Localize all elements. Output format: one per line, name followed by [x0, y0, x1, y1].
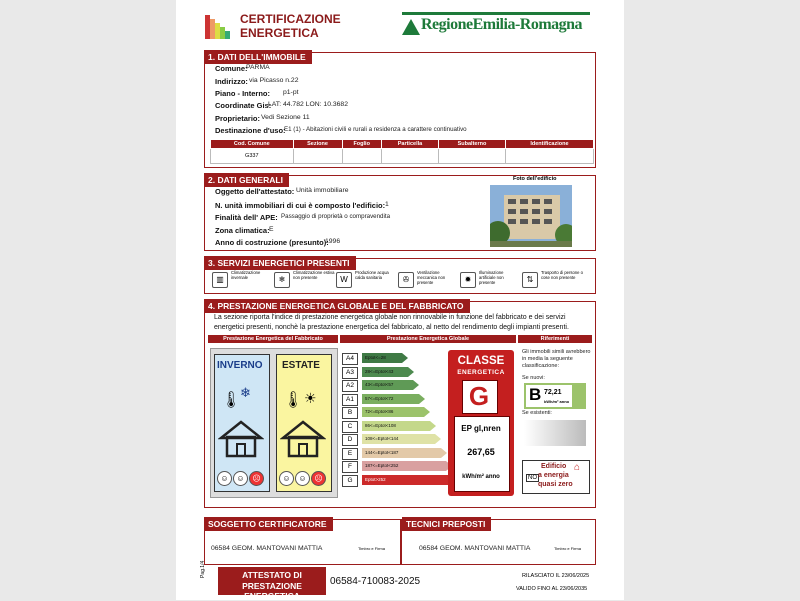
class-label: A2	[342, 380, 358, 392]
riferimenti-text: Gli immobili simili avrebbero in media la seguente classificazione:	[522, 349, 591, 369]
snowflake-icon: ❄	[240, 385, 251, 400]
footer-valido: VALIDO FINO AL 23/06/2035	[516, 586, 588, 592]
nzeb-line3: quasi zero	[538, 481, 573, 488]
class-label: A4	[342, 353, 358, 365]
anno-label: Anno di costruzione (presunto):	[215, 238, 329, 247]
coord-value: LAT: 44.782 LON: 10.3682	[268, 101, 348, 108]
oggetto-label: Oggetto dell'attestato:	[215, 187, 295, 196]
class-bar: 187<=Eptot<252	[362, 461, 446, 471]
tecnici-heading: TECNICI PREPOSTI	[402, 517, 491, 531]
cert-title-line1: CERTIFICAZIONE	[240, 12, 341, 26]
class-label: E	[342, 448, 358, 460]
cad-header-cell: Subalterno	[439, 140, 506, 149]
class-bar: 28<=Eptot<43	[362, 367, 408, 377]
n-unita-label: N. unità immobiliari di cui è composto l'edificio:	[215, 201, 386, 210]
page-number: Pag.1/4	[200, 560, 206, 578]
zona-label: Zona climatica:	[215, 226, 270, 235]
service-label: Climatizzazione invernale	[231, 270, 261, 280]
class-label: F	[342, 461, 358, 473]
hot-water-icon: W	[336, 272, 352, 288]
transport-icon: ⇅	[522, 272, 538, 288]
radiator-icon: ▥	[212, 272, 228, 288]
energy-logo	[205, 13, 233, 41]
n-unita-value: 1	[385, 201, 389, 208]
cadastral-table	[210, 139, 594, 164]
ep-unit: kWh/m² anno	[462, 474, 500, 480]
class-bar: Eptot>252	[362, 475, 452, 485]
estate-smile-good-icon: ☺	[279, 471, 294, 486]
finalita-label: Finalità dell' APE:	[215, 213, 278, 222]
section-4-heading: 4. PRESTAZIONE ENERGETICA GLOBALE E DEL FABBRICATO	[204, 299, 470, 313]
col-riferimenti-header: Riferimenti	[518, 335, 592, 343]
certificatore-heading: SOGGETTO CERTIFICATORE	[204, 517, 333, 531]
proprietario-label: Proprietario:	[215, 114, 261, 123]
lighting-icon: ✹	[460, 272, 476, 288]
service-label: Trasporto di persone o cose non presente	[541, 270, 583, 280]
class-bar: 57<=Eptot<72	[362, 394, 419, 404]
certificate-page	[176, 0, 624, 600]
class-bar: 144<=Eptot<187	[362, 448, 441, 458]
estate-label: ESTATE	[282, 360, 320, 371]
sun-icon: ☀	[304, 390, 317, 406]
esistenti-box	[524, 420, 586, 446]
cad-value-cell: G337	[211, 149, 294, 164]
anno-value: 1996	[325, 238, 341, 245]
footer-rilasciato: RILASCIATO IL 23/06/2025	[522, 573, 590, 579]
ventilation-icon: ✇	[398, 272, 414, 288]
footer-attestato-line2: PRESTAZIONE ENERGETICA	[242, 581, 302, 601]
region-emblem-icon	[402, 17, 420, 35]
footer-attestato-line1: ATTESTATO DI	[242, 570, 302, 580]
oggetto-value: Unità immobiliare	[296, 187, 349, 194]
nuovi-value: 72,21	[544, 389, 562, 396]
nzeb-no: NO	[528, 475, 537, 481]
services-row	[212, 270, 592, 292]
region-name: RegioneEmilia-Romagna	[421, 16, 583, 33]
comune-value: PARMA	[246, 64, 270, 71]
air-conditioner-icon: ❄	[274, 272, 290, 288]
classe-value: G	[468, 381, 490, 411]
piano-label: Piano - Interno:	[215, 89, 270, 98]
indirizzo-label: Indirizzo:	[215, 77, 248, 86]
estate-smile-mid-icon: ☺	[295, 471, 310, 486]
cad-header-cell: Foglio	[342, 140, 381, 149]
cad-value-cell	[342, 149, 381, 164]
energy-class-scale	[342, 353, 446, 493]
service-label: Ventilazione meccanica non presente	[417, 270, 446, 285]
inverno-smile-bad-icon: ☹	[249, 471, 264, 486]
classe-subtitle: ENERGETICA	[457, 369, 505, 376]
cad-header-cell: Sezione	[293, 140, 342, 149]
class-label: A1	[342, 394, 358, 406]
tecnici-name: 06584 GEOM. MANTOVANI MATTIA	[419, 545, 531, 552]
region-logo	[402, 12, 590, 38]
cad-header-cell: Particella	[381, 140, 438, 149]
cad-value-cell	[381, 149, 438, 164]
inverno-smile-good-icon: ☺	[217, 471, 232, 486]
footer-code: 06584-710083-2025	[330, 576, 421, 587]
classe-title: CLASSE	[457, 355, 505, 367]
nzeb-line2: a energia	[538, 472, 569, 479]
destinazione-label: Destinazione d'uso:	[215, 126, 286, 135]
certificatore-timbro: Timbro e Firma	[358, 546, 385, 551]
service-label: Illuminazione artificiale non presente	[479, 270, 504, 285]
tecnici-timbro: Timbro e Firma	[554, 546, 581, 551]
nzeb-line1: Edificio	[541, 463, 567, 470]
nuovi-unit: kWh/m² anno	[544, 399, 570, 404]
cad-value-cell	[505, 149, 593, 164]
service-label: Produzione acqua calda sanitaria	[355, 270, 389, 280]
ep-label: EP gl,nren	[461, 424, 501, 433]
class-label: C	[342, 421, 358, 433]
zona-value: E	[269, 226, 274, 233]
thermometer-cold-icon: 🌡	[221, 392, 242, 409]
class-bar: 108<=Eptot<144	[362, 434, 435, 444]
class-bar: 43<=Eptot<57	[362, 380, 413, 390]
class-label: B	[342, 407, 358, 419]
col-fabbricato-header: Prestazione Energetica del Fabbricato	[208, 335, 338, 343]
section-4-intro: La sezione riporta l'indice di prestazione energetica globale non rinnovabile in funzione del fabbricato e dei servizi energetici presenti, nonchè la prestazione energetica del fabbricato, al netto del rendimento degli impianti presenti.	[214, 314, 569, 331]
section-3-heading: 3. SERVIZI ENERGETICI PRESENTI	[204, 256, 356, 270]
destinazione-value: E1 (1) - Abitazioni civili e rurali a residenza a carattere continuativo	[284, 126, 467, 133]
class-label: G	[342, 475, 358, 487]
finalita-value: Passaggio di proprietà o compravendita	[281, 213, 391, 220]
indirizzo-value: via Picasso n.22	[249, 77, 299, 84]
cad-header-cell: Cod. Comune	[211, 140, 294, 149]
certificatore-name: 06584 GEOM. MANTOVANI MATTIA	[211, 545, 323, 552]
cad-value-cell	[293, 149, 342, 164]
proprietario-value: Vedi Sezione 11	[261, 114, 310, 121]
thermometer-hot-icon: 🌡	[283, 392, 304, 409]
foto-label: Foto dell'edificio	[513, 176, 557, 182]
section-2-heading: 2. DATI GENERALI	[204, 173, 289, 187]
comune-label: Comune:	[215, 64, 248, 73]
house-winter-icon	[218, 420, 264, 463]
class-label: D	[342, 434, 358, 446]
se-nuovi-label: Se nuovi:	[522, 375, 545, 381]
section-1-heading: 1. DATI DELL'IMMOBILE	[204, 50, 312, 64]
class-label: A3	[342, 367, 358, 379]
nuovi-class: B	[529, 385, 542, 404]
cert-title-line2: ENERGETICA	[240, 26, 319, 40]
house-summer-icon	[280, 420, 326, 463]
cad-value-cell	[439, 149, 506, 164]
estate-smile-bad-icon: ☹	[311, 471, 326, 486]
coord-label: Coordinate Gis:	[215, 101, 272, 110]
service-label: Climatizzazione estiva non presente	[293, 270, 335, 280]
inverno-smile-mid-icon: ☺	[233, 471, 248, 486]
cad-header-cell: Identificazione	[505, 140, 593, 149]
building-photo	[490, 185, 572, 247]
class-bar: 72<=Eptot<86	[362, 407, 424, 417]
inverno-label: INVERNO	[217, 360, 263, 371]
piano-value: p1-pt	[283, 89, 299, 96]
se-esistenti-label: Se esistenti:	[522, 410, 552, 416]
col-globale-header: Prestazione Energetica Globale	[340, 335, 516, 343]
class-bar: Eptot<=28	[362, 353, 402, 363]
ep-value: 267,65	[467, 447, 495, 457]
class-bar: 86<=Eptot<108	[362, 421, 430, 431]
nzeb-house-icon: ⌂	[574, 462, 581, 473]
